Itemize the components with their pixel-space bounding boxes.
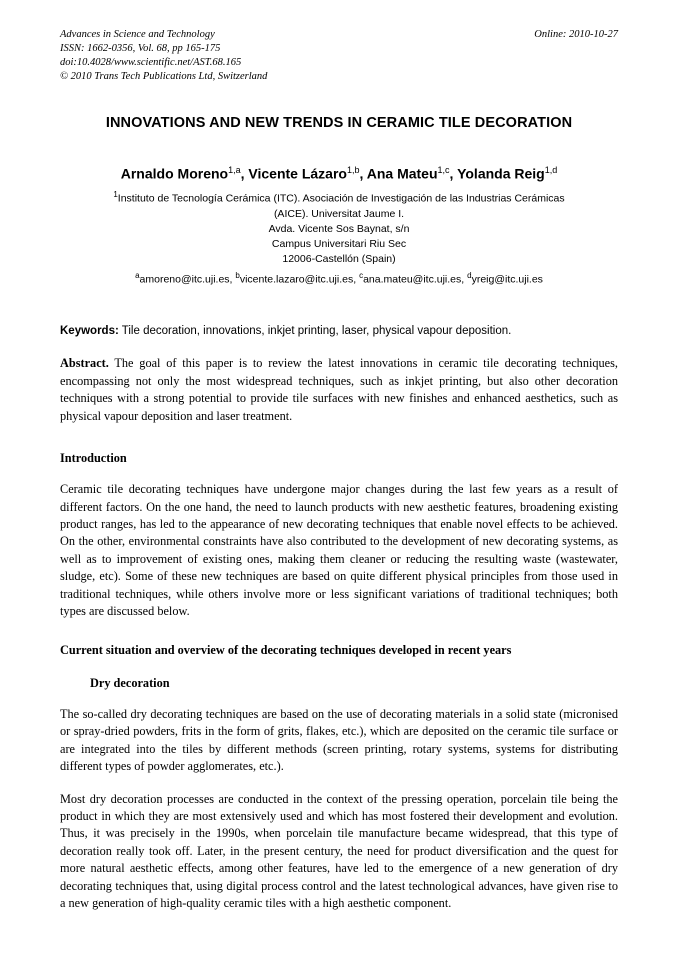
- abstract-label: Abstract.: [60, 356, 109, 371]
- section-heading-current-situation: Current situation and overview of the decorating techniques developed in recent years: [60, 642, 512, 657]
- email-list: [60, 271, 618, 286]
- author-list: [60, 165, 618, 182]
- affiliation-block: [60, 189, 618, 268]
- section-heading-introduction: Introduction: [60, 451, 127, 466]
- author-3: Ana Mateu: [366, 166, 438, 183]
- affiliation-line-5: 12006-Castellón (Spain): [282, 253, 396, 266]
- journal-name: Advances in Science and Technology: [60, 29, 215, 40]
- email-4-marker: d: [467, 270, 472, 280]
- affiliation-line-2: (AICE). Universitat Jaume I.: [273, 207, 405, 220]
- affiliation-marker: 1: [113, 190, 118, 200]
- email-sep-2: ,: [353, 273, 360, 286]
- author-1: Arnaldo Moreno: [120, 166, 229, 183]
- author-2-marker: 1,b: [346, 165, 360, 176]
- copyright-line: © 2010 Trans Tech Publications Ltd, Switzerland: [60, 70, 268, 82]
- email-4[interactable]: yreig@itc.uji.es: [471, 273, 543, 286]
- issn-line: ISSN: 1662-0356, Vol. 68, pp 165-175: [60, 42, 221, 54]
- keywords-text: Tile decoration, innovations, inkjet printing, laser, physical vapour deposition.: [118, 325, 512, 338]
- email-2-marker: b: [235, 270, 240, 280]
- email-1-marker: a: [135, 270, 140, 280]
- online-date: Online: 2010-10-27: [534, 29, 618, 40]
- header-journal-block: [60, 28, 267, 83]
- author-sep-1: ,: [240, 166, 249, 183]
- email-3-marker: c: [359, 270, 364, 280]
- abstract-text: The goal of this paper is to review the latest innovations in ceramic tile decorating techniques, encompassing not only the most widespread techniques, such as inkjet printing, but also other decoration techniques with a strong potential to provide tile surfaces with new finishes and enhanced aesthetics, such as physical vapour deposition and laser treatment.: [60, 356, 618, 423]
- section-heading-dry-decoration: Dry decoration: [90, 675, 170, 690]
- email-sep-1: ,: [229, 273, 236, 286]
- author-4: Yolanda Reig: [457, 166, 545, 183]
- affiliation-text-1: Instituto de Tecnología Cerámica (ITC). Asociación de Investigación de las Industrias Cerámicas: [117, 192, 565, 205]
- keywords-block: [60, 323, 618, 339]
- author-4-marker: 1,d: [544, 165, 558, 176]
- page-header: [60, 28, 618, 83]
- author-sep-3: ,: [449, 166, 458, 183]
- author-1-marker: 1,a: [228, 165, 241, 176]
- paragraph-dry-1: The so-called dry decorating techniques are based on the use of decorating materials in a solid state (micronised or spray-dried powders, frits in the form of grits, flakes, etc.), which are deposited on the ceramic tile surface or are integrated into the tiles by different methods (screen printing, rotary systems, systems for distributing different types of powder agglomerates, etc.).: [60, 706, 618, 774]
- author-2: Vicente Lázaro: [248, 166, 347, 183]
- author-sep-2: ,: [359, 166, 367, 183]
- affiliation-line-1: [60, 189, 618, 207]
- abstract-block: [60, 355, 618, 425]
- page-title: INNOVATIONS AND NEW TRENDS IN CERAMIC TILE DECORATION: [105, 115, 573, 132]
- paragraph-dry-2: Most dry decoration processes are conducted in the context of the pressing operation, porcelain tile being the product in which they are most extensively used and which has most fostered their development and evolution. Thus, it was precisely in the 1990s, when porcelain tile manufacture became widespread, that this type of decoration really took off. Later, in the present century, the need for product diversification and the quest for more natural aesthetic effects, among other features, have led to the emergence of a new generation of dry decorating techniques that, using digital process control and the latest technological advances, have given rise to a new generation of high-quality ceramic tiles with a high aesthetic component.: [60, 791, 618, 911]
- email-1[interactable]: amoreno@itc.uji.es: [139, 273, 230, 286]
- email-3[interactable]: ana.mateu@itc.uji.es: [363, 273, 462, 286]
- email-2[interactable]: vicente.lazaro@itc.uji.es: [239, 273, 354, 286]
- affiliation-line-3: Avda. Vicente Sos Baynat, s/n: [268, 223, 410, 236]
- author-3-marker: 1,c: [437, 165, 450, 176]
- doi-line: doi:10.4028/www.scientific.net/AST.68.165: [60, 56, 242, 68]
- affiliation-line-4: Campus Universitari Riu Sec: [271, 238, 407, 251]
- keywords-label: Keywords:: [60, 325, 119, 338]
- paragraph-introduction: Ceramic tile decorating techniques have undergone major changes during the last few years as a result of different factors. On the one hand, the need to launch products with new aesthetic features, broadening existing product ranges, has led to the appearance of new decorating techniques that enable novel effects to be achieved. On the other, environmental constraints have also contributed to the development of new decorating systems, as well as to improvement of existing ones, making them cleaner or reducing the resulting waste (wastewater, sludge, etc). Some of these new techniques are based on quite different physical principles from those used in traditional techniques, while others involve more or less significant variations of traditional techniques; both types are discussed below.: [60, 482, 618, 619]
- email-sep-3: ,: [461, 273, 468, 286]
